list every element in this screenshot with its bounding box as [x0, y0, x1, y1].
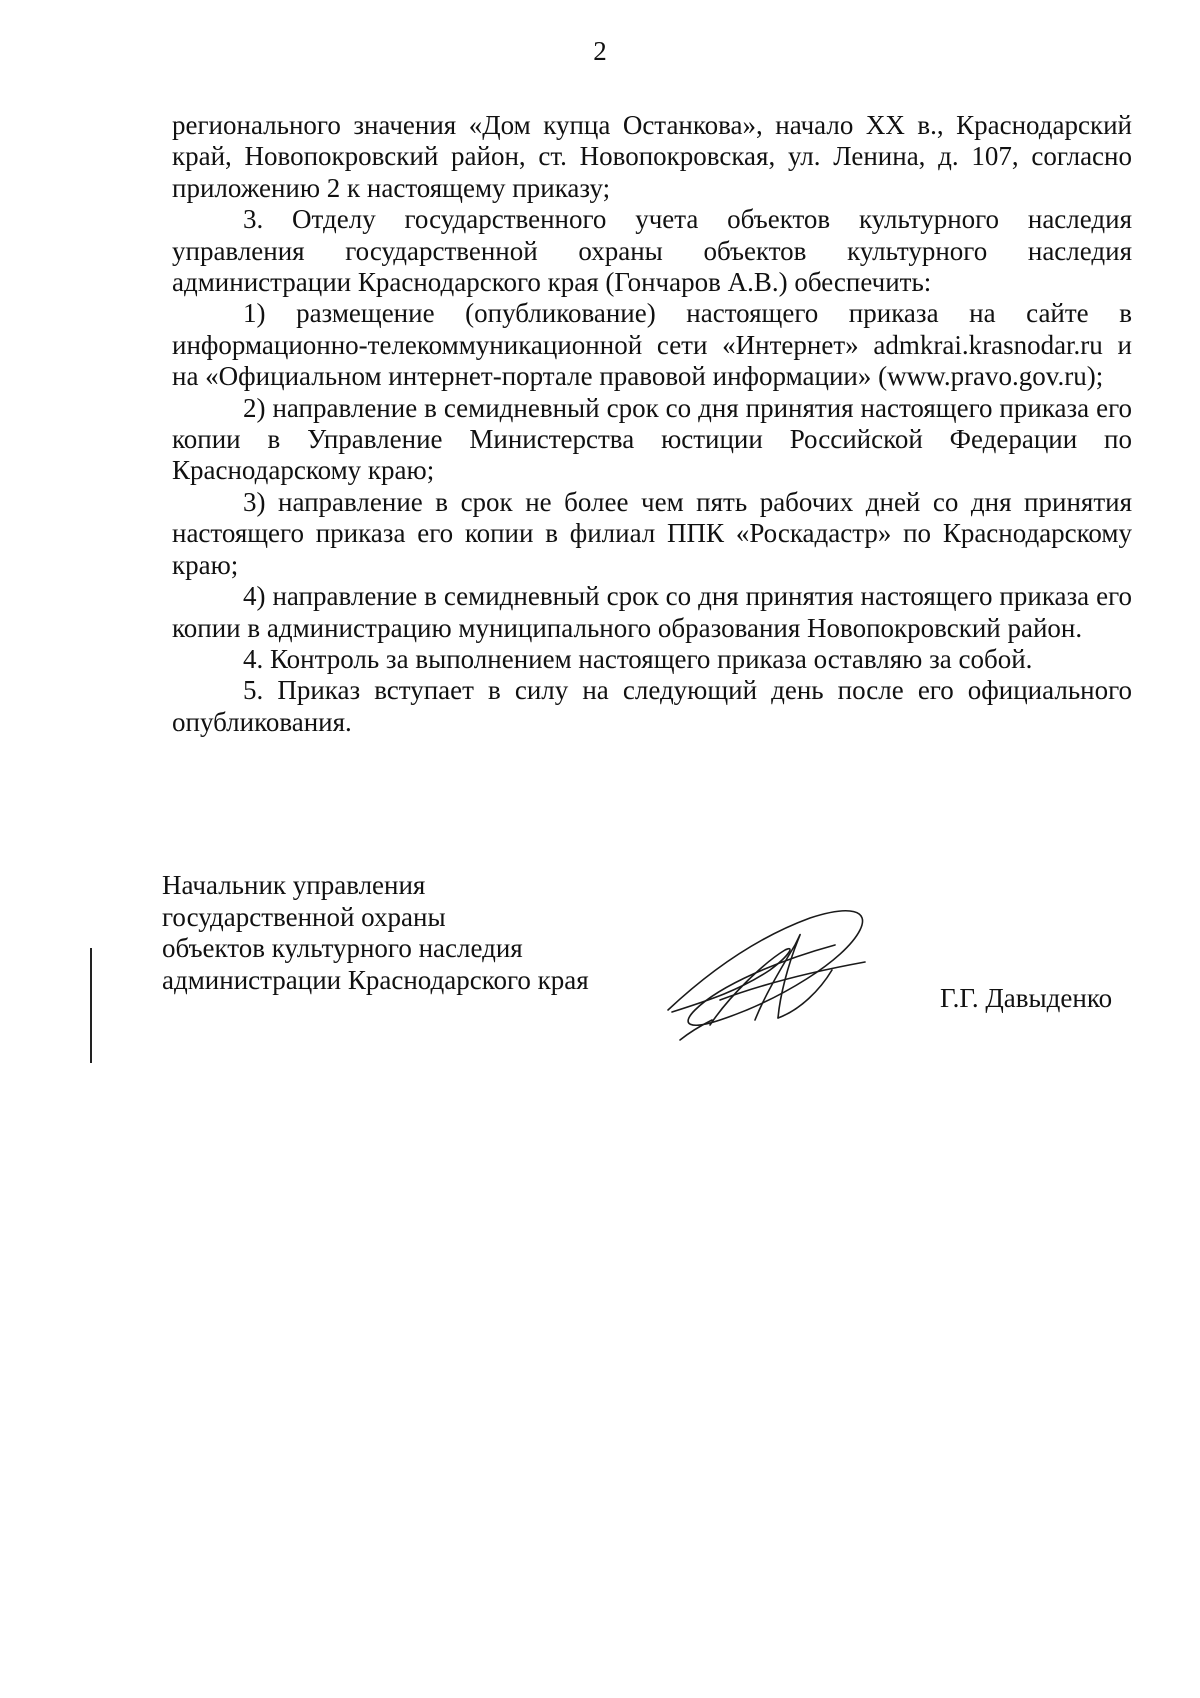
signatory-position-line: объектов культурного наследия [162, 933, 523, 963]
paragraph-item-5: 5. Приказ вступает в силу на следующий день после его официального опубликования. [172, 675, 1132, 737]
handwritten-signature [660, 900, 900, 1050]
paragraph-subitem-2: 2) направление в семидневный срок со дня принятия настоящего приказа его копии в Управление Министерства юстиции Российской Федерации по Краснодарскому краю; [172, 392, 1132, 486]
paragraph-subitem-4: 4) направление в семидневный срок со дня принятия настоящего приказа его копии в администрацию муниципального образования Новопокровский район. [172, 581, 1132, 643]
paragraph-item-4: 4. Контроль за выполнением настоящего приказа оставляю за собой. [243, 643, 1033, 674]
margin-line [90, 948, 92, 1063]
signatory-position-line: государственной охраны [162, 901, 446, 932]
paragraph-item-3: 3. Отделу государственного учета объектов культурного наследия управления государственной охраны объектов культурного наследия администрации Краснодарского края (Гончаров А.В.) обеспечить: [172, 204, 1132, 298]
paragraph-subitem-1: 1) размещение (опубликование) настоящего приказа на сайте в информационно-телекоммуникационной сети «Интернет» admkrai.krasnodar.ru и на «Официальном интернет-портале правовой информации» (www.pravo.gov.ru); [172, 298, 1132, 392]
signatory-position-line: администрации Краснодарского края [162, 964, 589, 995]
signatory-position-line: Начальник управления [162, 870, 426, 900]
signatory-name: Г.Г. Давыденко [940, 983, 1113, 1013]
signatory-position [162, 870, 589, 996]
document-body [172, 110, 1132, 738]
paragraph-subitem-3: 3) направление в срок не более чем пять рабочих дней со дня принятия настоящего приказа его копии в филиал ППК «Роскадастр» по Краснодарскому краю; [172, 486, 1132, 580]
paragraph-continuation: регионального значения «Дом купца Останкова», начало XX в., Краснодарский край, Новопокровский район, ст. Новопокровская, ул. Ленина, д. 107, согласно приложению 2 к настоящему приказу; [172, 110, 1132, 203]
page-number: 2 [593, 36, 607, 66]
